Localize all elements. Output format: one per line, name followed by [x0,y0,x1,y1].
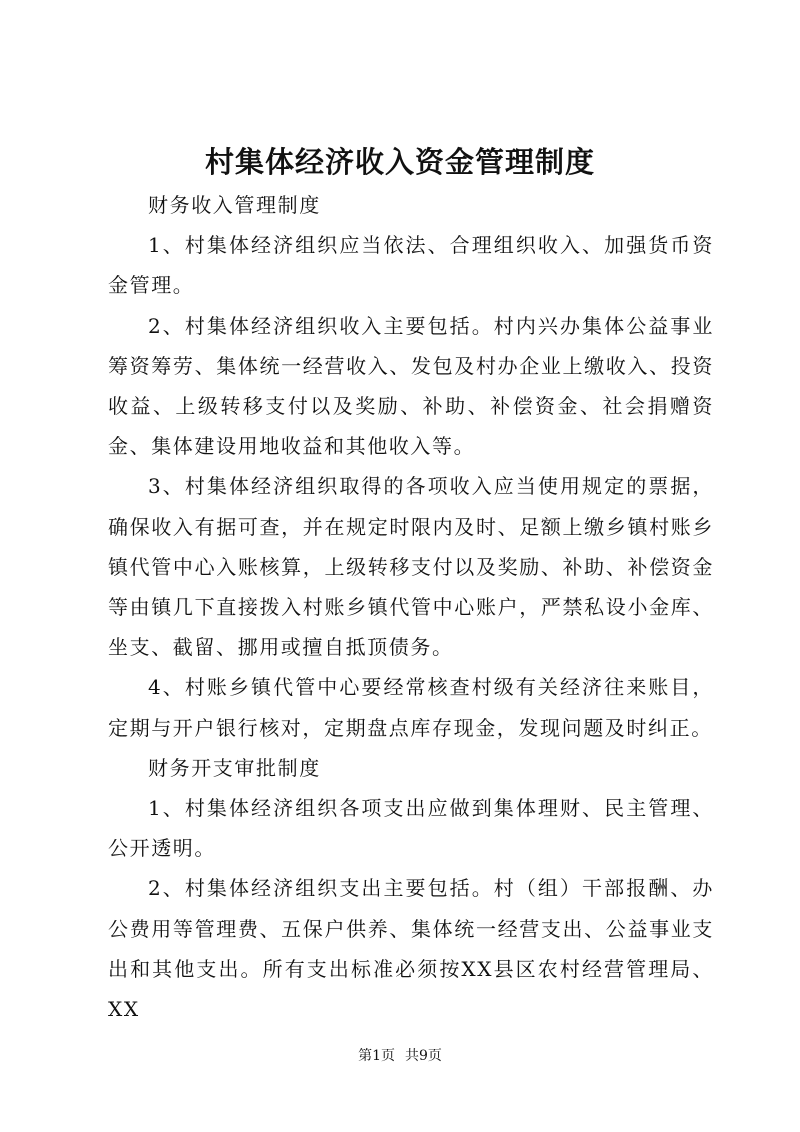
paragraph-income-4: 4、村账乡镇代管中心要经常核查村级有关经济往来账目，定期与开户银行核对，定期盘点库存现金，发现问题及时纠正。 [108,675,714,740]
paragraph-income-3: 3、村集体经济组织取得的各项收入应当使用规定的票据，确保收入有据可查，并在规定时限内及时、足额上缴乡镇村账乡镇代管中心入账核算，上级转移支付以及奖励、补助、补偿资金等由镇几下直接拨入村账乡镇代管中心账户，严禁私设小金库、坐支、截留、挪用或擅自抵顶债务。 [108,474,714,660]
paragraph-expense-2: 2、村集体经济组织支出主要包括。村（组）干部报酬、办公费用等管理费、五保户供养、集体统一经营支出、公益事业支出和其他支出。所有支出标准必须按XX县区农村经营管理局、XX [108,876,714,1022]
paragraph-income-2: 2、村集体经济组织收入主要包括。村内兴办集体公益事业筹资筹劳、集体统一经营收入、发包及村办企业上缴收入、投资收益、上级转移支付以及奖励、补助、补偿资金、社会捐赠资金、集体建设用地收益和其他收入等。 [108,313,714,459]
paragraph-income-1: 1、村集体经济组织应当依法、合理组织收入、加强货币资金管理。 [108,233,714,298]
page-number: 第1页 [358,1048,395,1064]
paragraph-expense-1: 1、村集体经济组织各项支出应做到集体理财、民主管理、公开透明。 [108,796,714,861]
section-heading-income: 财务收入管理制度 [148,193,321,217]
document-title: 村集体经济收入资金管理制度 [204,145,595,179]
section-heading-expense: 财务开支审批制度 [148,755,321,780]
page-total: 共9页 [405,1048,442,1064]
document-body [108,185,714,1029]
page-footer [0,1046,800,1066]
